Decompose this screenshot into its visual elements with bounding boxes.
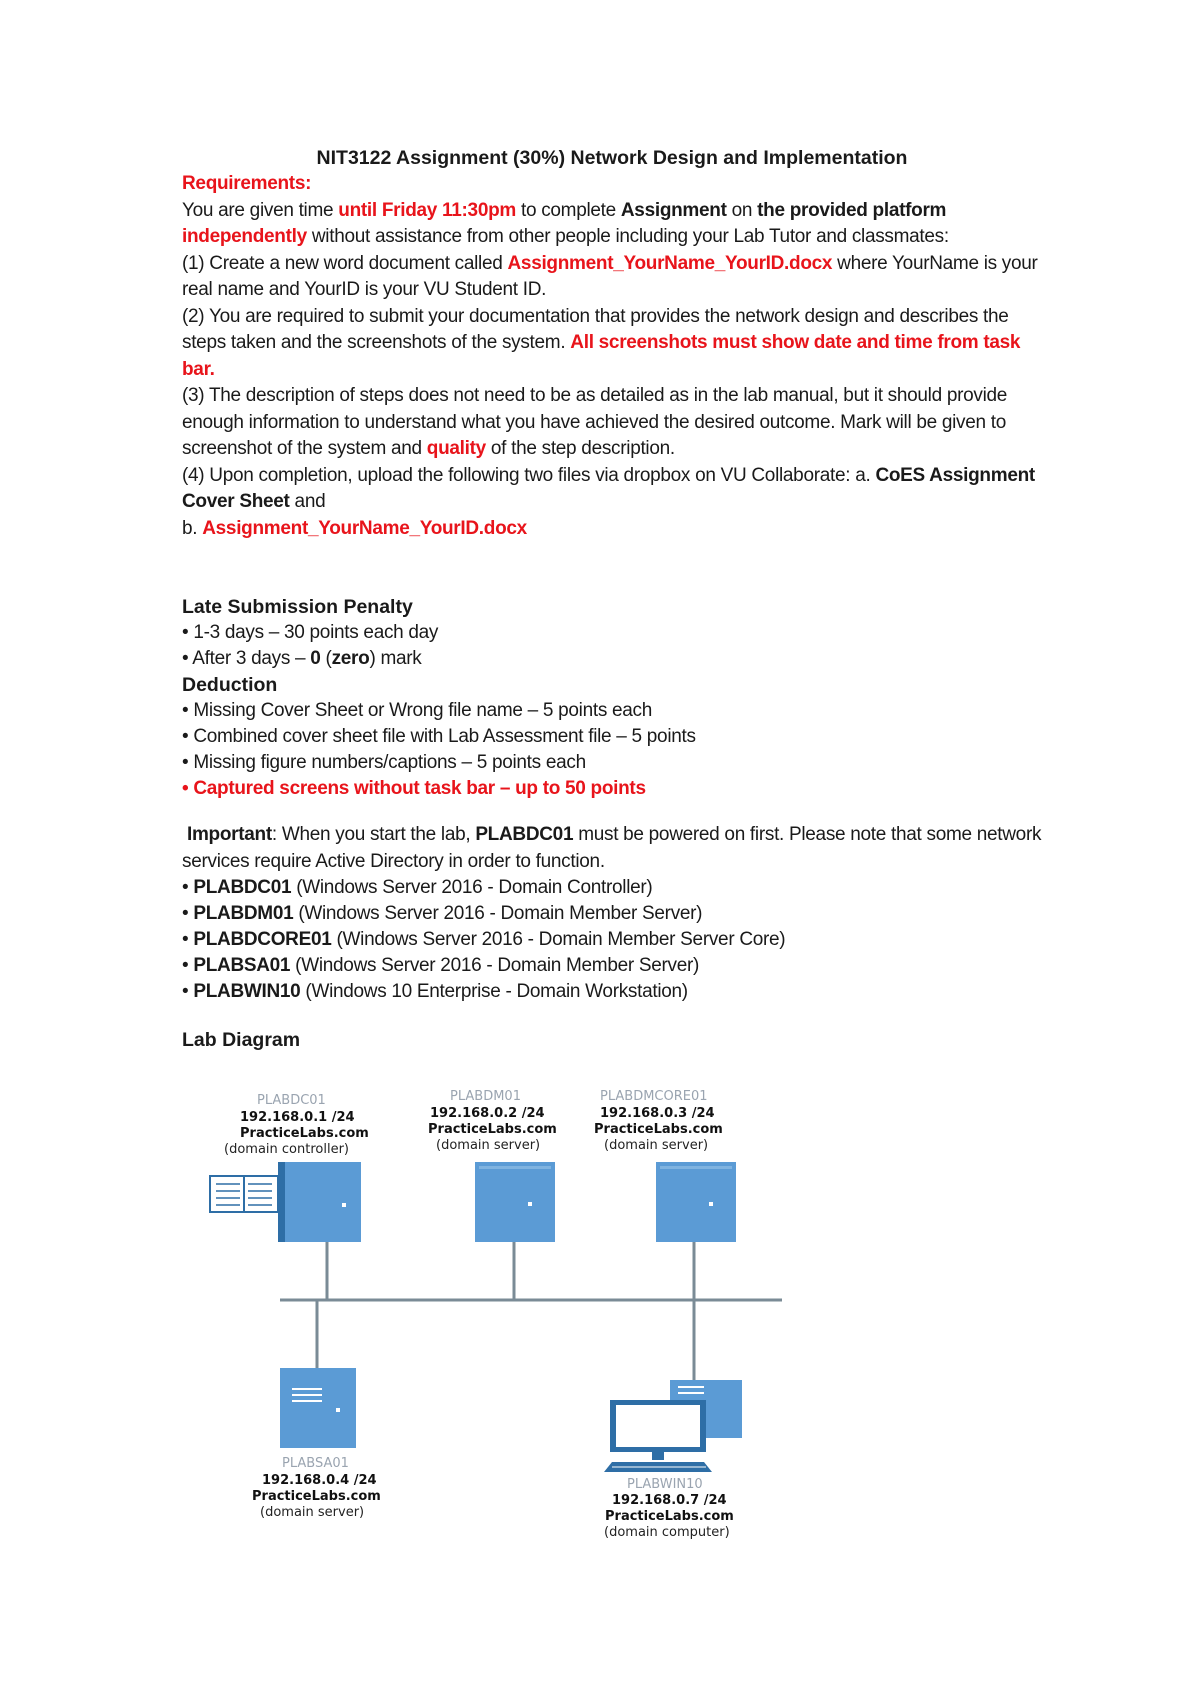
node-plabdc01 xyxy=(210,1093,369,1242)
late-penalty-item: • 1-3 days – 30 points each day xyxy=(182,622,439,643)
node-role: (domain controller) xyxy=(224,1142,349,1157)
machine-item: • PLABSA01 (Windows Server 2016 - Domain Member Server) xyxy=(182,955,700,976)
late-penalty-heading: Late Submission Penalty xyxy=(182,596,413,618)
node-domain: PracticeLabs.com xyxy=(428,1122,557,1137)
node-role: (domain computer) xyxy=(604,1525,730,1540)
node-name: PLABDC01 xyxy=(257,1093,326,1108)
node-role: (domain server) xyxy=(436,1138,541,1153)
requirement-item-2: (2) You are required to submit your documentation that provides the network design and describes the steps taken and the screenshots of the system. All screenshots must show date and time from task bar. xyxy=(182,305,1021,380)
node-ip: 192.168.0.1 /24 xyxy=(240,1110,355,1125)
late-penalty-item: • After 3 days – 0 (zero) mark xyxy=(182,648,422,669)
node-domain: PracticeLabs.com xyxy=(594,1122,723,1137)
deduction-heading: Deduction xyxy=(182,674,278,696)
node-ip: 192.168.0.7 /24 xyxy=(612,1493,727,1508)
node-domain: PracticeLabs.com xyxy=(240,1126,369,1141)
server-icon xyxy=(278,1162,361,1242)
node-domain: PracticeLabs.com xyxy=(252,1489,381,1504)
node-plabsa01 xyxy=(252,1368,381,1520)
node-ip: 192.168.0.4 /24 xyxy=(262,1473,377,1488)
node-name: PLABDMCORE01 xyxy=(600,1090,708,1104)
node-plabdm01 xyxy=(428,1090,557,1242)
requirement-item-1: (1) Create a new word document called Assignment_YourName_YourID.docx where YourName is your real name and YourID is your VU Student ID. xyxy=(182,252,1038,300)
node-role: (domain server) xyxy=(260,1505,365,1520)
document-title: NIT3122 Assignment (30%) Network Design and Implementation xyxy=(316,147,908,169)
machine-item: • PLABDC01 (Windows Server 2016 - Domain Controller) xyxy=(182,877,653,898)
deduction-item: • Combined cover sheet file with Lab Assessment file – 5 points xyxy=(182,726,696,747)
machine-item: • PLABDCORE01 (Windows Server 2016 - Domain Member Server Core) xyxy=(182,929,786,950)
node-ip: 192.168.0.2 /24 xyxy=(430,1106,545,1121)
requirements-intro: You are given time until Friday 11:30pm to complete Assignment on the provided platform independently without assistance from other people including your Lab Tutor and classmates: xyxy=(182,199,949,247)
server-icon xyxy=(475,1162,555,1242)
directory-book-icon xyxy=(210,1176,278,1212)
deduction-item: • Captured screens without task bar – up to 50 points xyxy=(182,778,646,799)
lab-diagram-heading: Lab Diagram xyxy=(182,1029,301,1051)
machine-item: • PLABDM01 (Windows Server 2016 - Domain Member Server) xyxy=(182,903,703,924)
requirement-item-4: (4) Upon completion, upload the following two files via dropbox on VU Collaborate: a. CoES Assignment Cover Sheet and xyxy=(182,464,1035,512)
node-role: (domain server) xyxy=(604,1138,709,1153)
node-domain: PracticeLabs.com xyxy=(605,1509,734,1524)
lab-diagram xyxy=(182,1090,822,1550)
requirements-heading: Requirements: xyxy=(182,173,312,194)
node-plabdmcore01 xyxy=(594,1090,736,1242)
node-name: PLABSA01 xyxy=(282,1456,349,1471)
important-note: Important: When you start the lab, PLABDC01 must be powered on first. Please note that some network services require Active Directory in order to function. xyxy=(182,824,1042,872)
machine-item: • PLABWIN10 (Windows 10 Enterprise - Domain Workstation) xyxy=(182,981,688,1002)
node-name: PLABDM01 xyxy=(450,1090,521,1104)
requirement-item-3: (3) The description of steps does not need to be as detailed as in the lab manual, but it should provide enough information to understand what you have achieved the desired outcome. Mark will be given to screenshot of the system and quality of the step description. xyxy=(182,385,1008,459)
node-ip: 192.168.0.3 /24 xyxy=(600,1106,715,1121)
deduction-item: • Missing Cover Sheet or Wrong file name – 5 points each xyxy=(182,700,653,721)
workstation-icon xyxy=(604,1380,742,1472)
server-icon xyxy=(280,1368,356,1448)
server-icon xyxy=(656,1162,736,1242)
deduction-item: • Missing figure numbers/captions – 5 points each xyxy=(182,752,586,773)
requirement-item-4b: b. Assignment_YourName_YourID.docx xyxy=(182,517,527,539)
node-name: PLABWIN10 xyxy=(627,1477,703,1492)
document-page xyxy=(182,145,1042,1053)
node-plabwin10 xyxy=(604,1380,742,1540)
